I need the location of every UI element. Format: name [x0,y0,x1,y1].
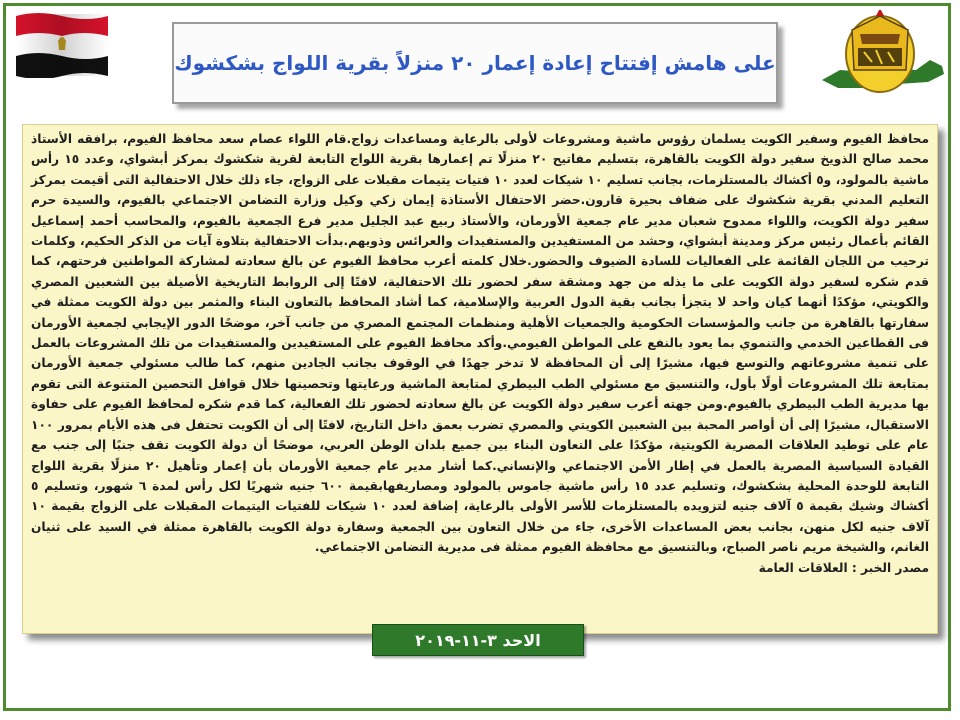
date-text: الاحد ٣-١١-٢٠١٩ [415,630,541,650]
article-source: مصدر الخبر : العلاقات العامة [758,560,929,575]
article-panel [22,124,938,634]
page-title: على هامش إفتتاح إعادة إعمار ٢٠ منزلاً بقرية اللواج بشكشوك [174,51,776,75]
article-body: محافظ الفيوم وسفير الكويت يسلمان رؤوس ماشية ومشروعات لأولى بالرعاية ومساعدات زواج.قام اللواء عصام سعد محافظ الفيوم، برافقه الأستاذ محمد صالح الذويخ سفير دولة الكويت بالقاهرة، بتسليم مفاتيح ٢٠ منزلًا تم إعمارها بقرية اللواج التابعة لقرية شكشوك بمركز أبشواي، وعدد ١٥ رأس ماشية بالمولود، و٥ أكشاك بالمستلزمات، بجانب تسليم ١٠ شيكات لعدد ١٠ فتيات يتيمات مقبلات على الزواج، جاء ذلك خلال الاحتفالية التى أقيمت بمركز التعليم المدني بقرية شكشوك على ضفاف بحيرة قارون.حضر الاحتفال الأستاذة إيمان زكي وكيل وزارة التضامن الاجتماعي بالفيوم، والسيدة حرم سفير دولة الكويت، واللواء ممدوح شعبان مدير عام جمعية الأورمان، والأستاذ ربيع عبد الجليل مدير فرع الجمعية بالفيوم، والمحاسب أحمد إسماعيل القائم بأعمال رئيس مركز ومدينة أبشواي، وحشد من المستفيدين والمستفيدات والعرائس وذويهم.بدأت الاحتفالية بتلاوة آيات من الذكر الحكيم، وكلمات ترحيب من اللجان القائمة على الفعاليات للسادة الضيوف والحضور.خلال كلمته أعرب محافظ الفيوم عن بالغ سعادته لمشاركة المواطنين فرحتهم، كما قدم شكره لسفير دولة الكويت على ما يذله من جهد ومشقة سفر لحضور تلك الاحتفالية، لافتًا إلى الروابط التاريخية الأصيلة بين الشعبين المصري والكويتي، مؤكدًا أنهما كيان واحد لا يتجزأ بجانب بقية الدول العربية والإسلامية، كما أشاد المحافظ بالتعاون البناء والمثمر بين دولة الكويت ممثلة في سفارتها بالقاهرة من جانب والمؤسسات الحكومية والجمعيات الأهلية ومنظمات المجتمع المصري من جانب آخر، موضحًا الدور الإيجابي لجمعية الأورمان فى القطاعين الخدمي والتنموي بما يعود بالنفع على المواطن الفيومي.وأكد محافظ الفيوم على المستفيدين والمستفيدات من تلك المشروعات بالعمل على تنمية مشروعاتهم والتوسع فيها، مشيرًا إلى أن المحافظة لا تدخر جهدًا في الوقوف بجانب الجادين منهم، كما طالب مسئولي جمعية الأورمان بمتابعة تلك المشروعات أولًا بأول، والتنسيق مع مسئولي الطب البيطري لمتابعة الماشية ورعايتها وتحصينها خلال قوافل التحصين المتنوعة التى تقوم بها مديرية الطب البيطري بالفيوم.ومن جهته أعرب سفير دولة الكويت عن بالغ سعادته لحضور تلك الفعالية، كما قدم شكره لمحافظ الفيوم على حفاوة الاستقبال، مشيرًا إلى أن أواصر المحبة بين الشعبين الكويتي والمصري تضرب بعمق داخل التاريخ، لافتًا إلى أن الكويت تحتفل فى هذه الأيام بمرور ١٠٠ عام على توطيد العلاقات المصرية الكويتية، مؤكدًا على التعاون البناء بين جميع بلدان الوطن العربي، موضحًا أن دولة الكويت تقف جنبًا إلى جنب مع القيادة السياسية المصرية بالعمل في إطار الأمن الاجتماعي والإنساني.كما أشار مدير عام جمعية الأورمان بأن إعمار وتأهيل ٢٠ منزلًا بقرية اللواج التابعة للوحدة المحلية بشكشوك، وتسليم عدد ١٥ رأس ماشية جاموس بالمولود ومصاريفهابقيمة ٦٠٠ جنيه شهريًا لكل رأس لمدة ٦ شهور، وتسليم ٥ أكشاك وشيك بقيمة ٥ آلاف جنيه لتزويده بالمستلزمات للأسر الأولى بالرعاية، إضافة لعدد ١٠ شيكات للفتيات اليتيمات المقبلات على الزواج بقيمة ١٠ آلاف جنيه لكل منهن، بجانب بعض المساعدات الأخرى، جاء من خلال التعاون بين الجمعية وسفارة دولة الكويت بالقاهرة ممثلة في السيد على ثنيان الغانم، والشيخة مريم ناصر الصباح، وبالتنسيق مع محافظة الفيوم ممثلة فى مديرية التضامن الاجتماعي. [31,132,930,555]
date-badge [372,624,584,656]
fayoum-governorate-logo-icon [818,10,948,96]
egypt-flag-icon [14,10,110,78]
headline-box [172,22,778,104]
